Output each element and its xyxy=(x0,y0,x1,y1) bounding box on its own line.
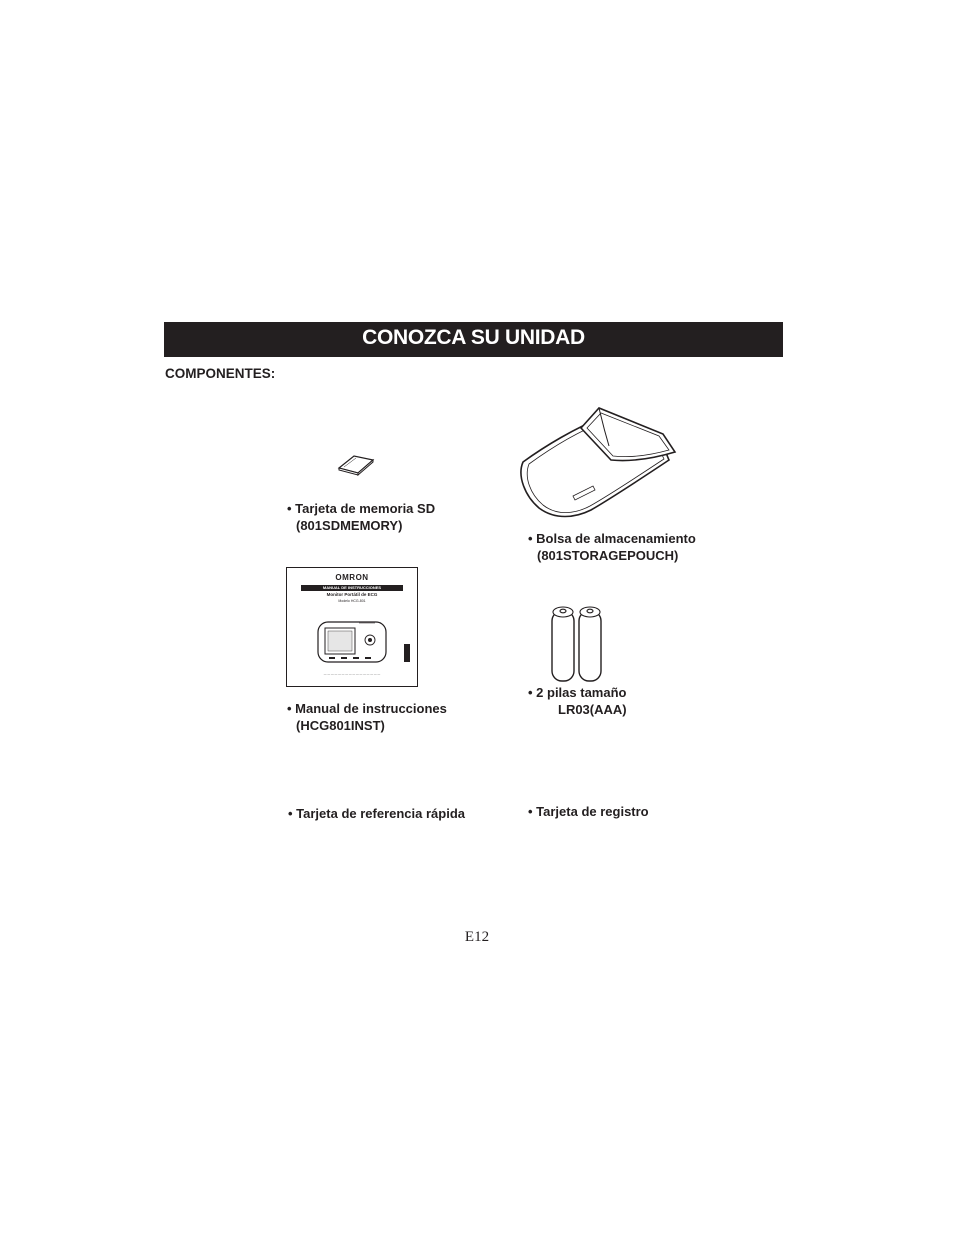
sd-card-code: (801SDMEMORY) xyxy=(296,518,403,533)
manual-caption xyxy=(287,700,447,734)
page-number: E12 xyxy=(464,929,490,945)
sd-card-label: • Tarjeta de memoria SD xyxy=(287,501,436,516)
pouch-caption xyxy=(528,530,696,564)
battery-code: LR03(AAA) xyxy=(558,702,627,717)
manual-label: • Manual de instrucciones xyxy=(287,701,447,716)
sd-card-icon xyxy=(336,452,376,476)
manual-cover-footnote: — — — — — — — — — — — — — — — — xyxy=(323,672,381,676)
omron-logo: OMRON xyxy=(335,573,369,582)
registration-caption: • Tarjeta de registro xyxy=(528,804,649,819)
manual-cover-model: Modelo HCG-801 xyxy=(338,599,366,603)
page-title: CONOZCA SU UNIDAD xyxy=(362,326,585,349)
manual-cover-subtitle: Monitor Portátil de ECG xyxy=(326,592,378,597)
pouch-label: • Bolsa de almacenamiento xyxy=(528,531,696,546)
sd-card-caption xyxy=(287,500,435,534)
manual-code: (HCG801INST) xyxy=(296,718,385,733)
battery-caption xyxy=(528,684,627,718)
components-heading: COMPONENTES: xyxy=(165,366,276,381)
section-banner xyxy=(164,322,783,357)
manual-cover xyxy=(286,567,418,687)
pouch-icon xyxy=(515,398,687,522)
pouch-code: (801STORAGEPOUCH) xyxy=(537,548,679,563)
cover-side-tab xyxy=(404,644,410,662)
quick-reference-caption: • Tarjeta de referencia rápida xyxy=(288,806,465,821)
battery-icon xyxy=(548,603,606,683)
battery-label: • 2 pilas tamaño xyxy=(528,685,627,700)
ecg-device-icon xyxy=(315,618,387,664)
manual-cover-band: MANUAL DE INSTRUCCIONES xyxy=(301,585,403,591)
